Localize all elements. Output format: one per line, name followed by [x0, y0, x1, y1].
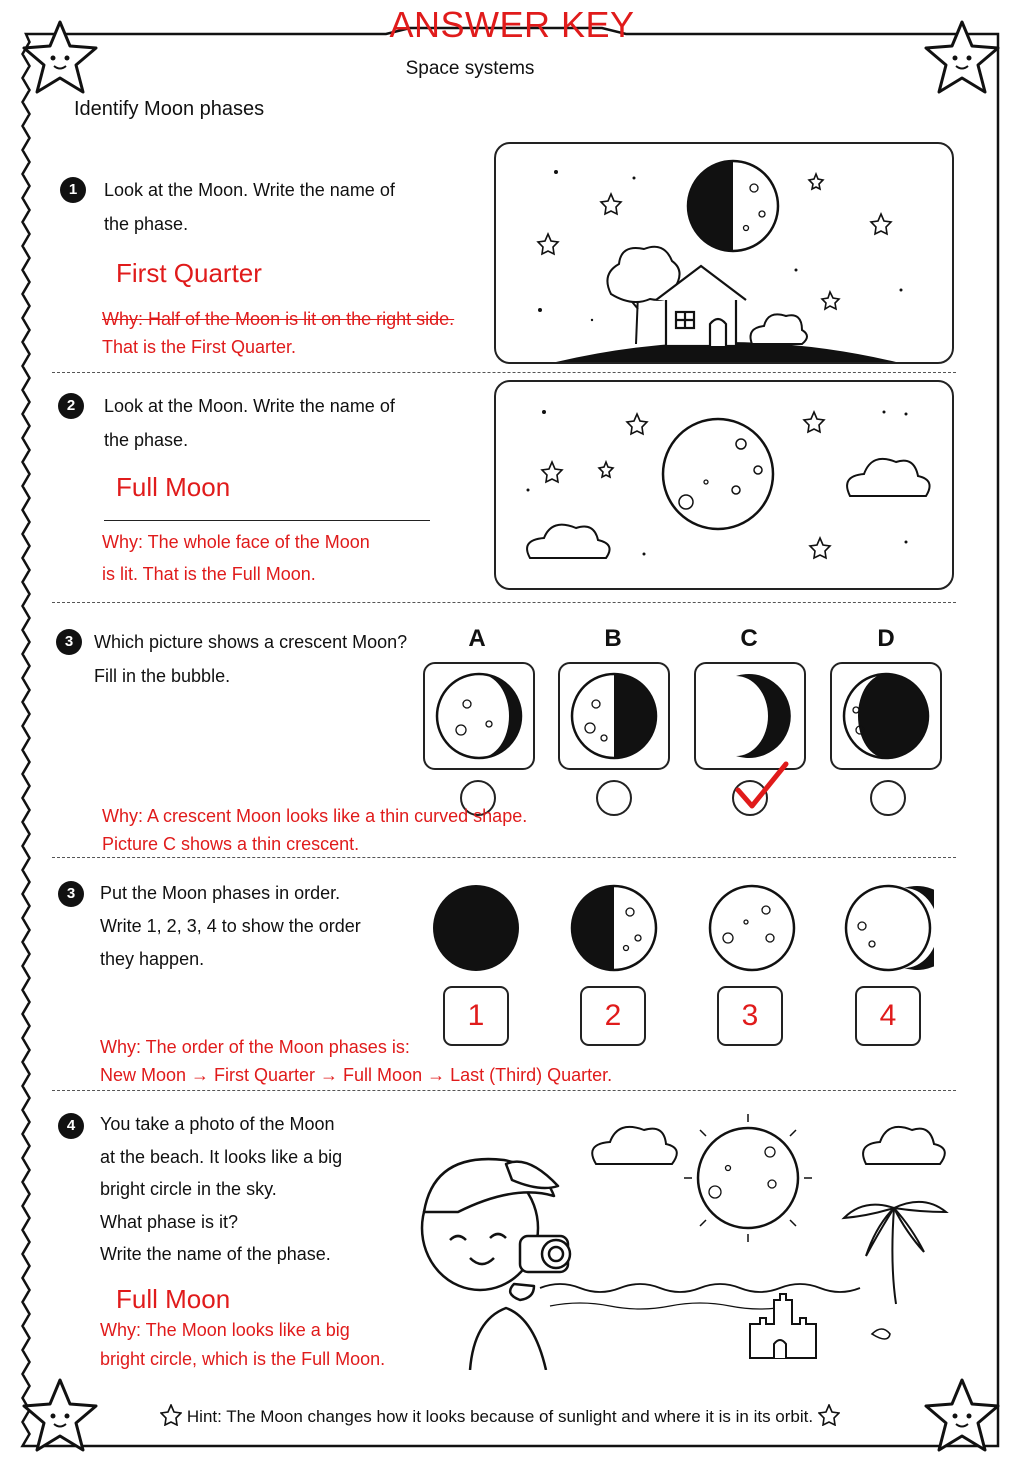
question-number: 4: [58, 1113, 84, 1139]
cloud-icon: [863, 1127, 945, 1164]
option-letter-a: A: [468, 625, 486, 652]
sandcastle-icon: [750, 1294, 816, 1358]
hint-text: Hint: The Moon changes how it looks because of sunlight and where it is in its orbit.: [0, 1404, 1000, 1427]
section-divider: [52, 857, 956, 858]
question-prompt: Look at the Moon. Write the name of the phase.: [104, 180, 395, 234]
last-quarter-moon-icon: [842, 882, 934, 974]
moon-icon: [684, 1114, 812, 1242]
question-prompt: Look at the Moon. Write the name of the phase.: [104, 396, 395, 450]
first-quarter-moon-icon: [568, 882, 660, 974]
question-prompt: Which picture shows a crescent Moon? Fill in the bubble.: [94, 632, 408, 686]
night-sky-scene: [494, 380, 954, 590]
option-card-b[interactable]: [558, 662, 670, 770]
option-card-c[interactable]: [694, 662, 806, 770]
question-number: 3: [58, 881, 84, 907]
order-box-3[interactable]: 3: [717, 986, 783, 1046]
worksheet-topic: Identify Moon phases: [74, 98, 265, 120]
boy-photographer-icon: [422, 1159, 570, 1370]
order-box-1[interactable]: 1: [443, 986, 509, 1046]
answer-text: Full Moon: [116, 1284, 231, 1314]
moon-icon: [663, 419, 773, 529]
option-card-a[interactable]: [423, 662, 535, 770]
moon-icon: [696, 664, 804, 768]
answer-line: [104, 520, 430, 521]
moon-icon: [688, 161, 778, 251]
question-prompt: Put the Moon phases in order. Write 1, 2, 3, 4 to show the order they happen.: [100, 883, 361, 969]
order-box-4[interactable]: 4: [855, 986, 921, 1046]
camera-icon: [520, 1236, 570, 1272]
section-divider: [52, 372, 956, 373]
cloud-icon: [592, 1127, 677, 1164]
section-divider: [52, 602, 956, 603]
answer-text: First Quarter: [116, 258, 262, 288]
option-letter-c: C: [740, 625, 758, 652]
answer-explanation: Why: A crescent Moon looks like a thin curved shape. Picture C shows a thin crescent.: [102, 806, 528, 854]
answer-text: Full Moon: [116, 472, 231, 502]
option-card-d[interactable]: [830, 662, 942, 770]
night-sky-scene: [494, 142, 954, 364]
question-prompt: You take a photo of the Moon at the beach. It looks like a big bright circle in the sky. What phase is it? Write the name of the phase.: [100, 1114, 343, 1264]
page-subtitle: Space systems: [405, 58, 535, 79]
beach-scene: [410, 1108, 960, 1370]
order-box-2[interactable]: 2: [580, 986, 646, 1046]
page-title: ANSWER KEY: [389, 4, 635, 45]
star-icon: [818, 1404, 840, 1426]
option-bubble-d[interactable]: [870, 780, 906, 816]
moon-icon: [832, 664, 940, 768]
full-moon-icon: [706, 882, 798, 974]
moon-icon: [560, 664, 668, 768]
checkmark-icon: [728, 760, 792, 816]
answer-explanation: Why: The Moon looks like a big bright circle, which is the Full Moon.: [100, 1320, 386, 1369]
answer-explanation: Why: Half of the Moon is lit on the right side. That is the First Quarter.: [102, 309, 455, 357]
cloud-icon: [751, 314, 808, 344]
star-icon: [160, 1404, 182, 1426]
moon-icon: [425, 664, 533, 768]
cloud-icon: [847, 459, 930, 496]
question-number: 2: [58, 393, 84, 419]
answer-explanation: Why: The order of the Moon phases is: New Moon → First Quarter → Full Moon → Last (Third) Quarter.: [100, 1037, 613, 1085]
cloud-icon: [527, 525, 610, 558]
option-letter-d: D: [877, 625, 895, 652]
new-moon-icon: [430, 882, 522, 974]
question-number: 1: [60, 177, 86, 203]
option-bubble-b[interactable]: [596, 780, 632, 816]
question-number: 3: [56, 629, 82, 655]
answer-explanation: Why: The whole face of the Moon is lit. That is the Full Moon.: [102, 532, 370, 584]
section-divider: [52, 1090, 956, 1091]
option-letter-b: B: [604, 625, 622, 652]
